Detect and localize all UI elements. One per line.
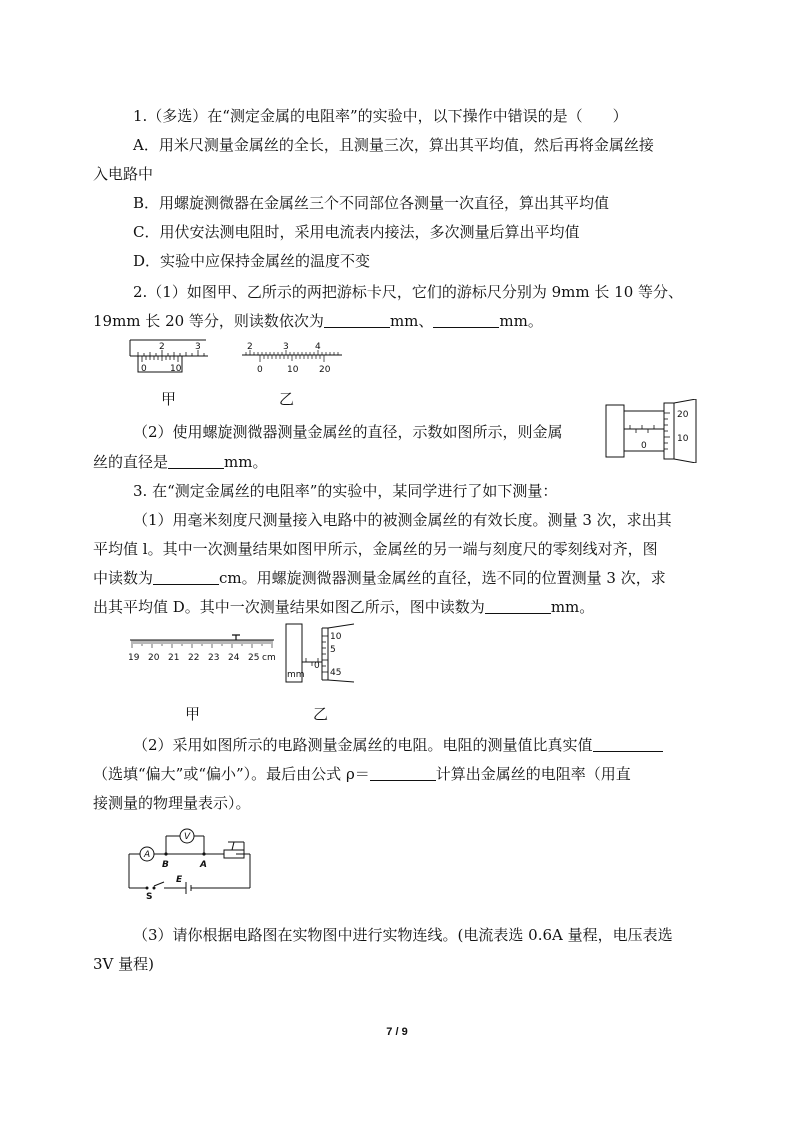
answer-blank-6[interactable] xyxy=(593,736,663,752)
answer-blank-2[interactable] xyxy=(433,312,499,328)
micrometer-yi-label: 10 xyxy=(330,632,342,642)
caliper-yi-main-label: 2 xyxy=(247,342,253,352)
q3-p1-text: 中读数为 xyxy=(93,569,154,587)
micrometer-q2-label: 20 xyxy=(677,410,689,420)
micrometer-yi-unit: mm xyxy=(287,670,305,680)
circuit-diagram xyxy=(124,822,256,900)
q3-p1-line3 xyxy=(93,568,666,588)
q2-part2-unit: mm。 xyxy=(224,453,268,471)
q3-stem: 3. 在“测定金属丝的电阻率”的实验中，某同学进行了如下测量： xyxy=(133,482,558,500)
micrometer-q2-label: 10 xyxy=(677,434,689,444)
caliper-yi-main-label: 4 xyxy=(315,342,321,352)
q3-p3-line2: 3V 量程) xyxy=(93,955,154,973)
answer-blank-5[interactable] xyxy=(485,598,551,614)
answer-blank-1[interactable] xyxy=(324,312,390,328)
ruler-label: 24 xyxy=(228,653,240,663)
battery-e-label: E xyxy=(176,875,183,885)
q1-option-b: B．用螺旋测微器在金属丝三个不同部位各测量一次直径，算出其平均值 xyxy=(133,194,610,212)
figure-caption-jia: 甲 xyxy=(161,390,177,408)
q1-option-a-line1: A．用米尺测量金属丝的全长，且测量三次，算出其平均值，然后再将金属丝接 xyxy=(133,136,654,154)
answer-blank-7[interactable] xyxy=(370,765,436,781)
node-b-label: B xyxy=(162,860,169,870)
caliper-yi-main-label: 3 xyxy=(283,342,289,352)
q1-stem: 1.（多选）在“测定金属的电阻率”的实验中，以下操作中错误的是（ ） xyxy=(133,107,628,125)
q3-p1-line2: 平均值 l。其中一次测量结果如图甲所示，金属丝的另一端与刻度尺的零刻线对齐，图 xyxy=(93,540,658,558)
caliper-jia-vernier-label: 0 xyxy=(141,364,147,374)
caliper-jia-vernier-label: 10 xyxy=(170,364,182,374)
q2-unit-1: mm、 xyxy=(389,312,434,330)
q3-p2-line1 xyxy=(133,735,663,755)
q1-option-d: D．实验中应保持金属丝的温度不变 xyxy=(133,252,371,270)
q3-p2-line2 xyxy=(93,764,631,784)
ruler-label: 23 xyxy=(208,653,220,663)
vernier-caliper-yi-figure xyxy=(240,340,346,376)
caliper-jia-main-label: 3 xyxy=(195,342,201,352)
ammeter-symbol: A xyxy=(144,850,151,860)
caliper-yi-vernier-label: 20 xyxy=(319,365,331,375)
q1-option-c: C．用伏安法测电阻时，采用电流表内接法，多次测量后算出平均值 xyxy=(133,223,580,241)
q2-line2 xyxy=(93,311,543,331)
ruler-label: 19 xyxy=(128,653,140,663)
node-a-label: A xyxy=(200,860,207,870)
ruler-unit-label: cm xyxy=(262,653,276,663)
q2-line1: 2.（1）如图甲、乙所示的两把游标卡尺，它们的游标尺分别为 9mm 长 10 等分、 xyxy=(133,283,684,301)
switch-s-label: S xyxy=(146,892,153,900)
q3-p3-line1: （3）请你根据电路图在实物图中进行实物连线。(电流表选 0.6A 量程，电压表选 xyxy=(133,926,673,944)
micrometer-yi-label: 5 xyxy=(330,645,336,655)
figure-caption-yi-2: 乙 xyxy=(313,705,329,723)
q3-p1-text: 出其平均值 D。其中一次测量结果如图乙所示，图中读数为 xyxy=(93,598,485,616)
ruler-figure-jia xyxy=(128,634,278,664)
ruler-label: 25 xyxy=(248,653,260,663)
q2-part2-text: 丝的直径是 xyxy=(93,453,169,471)
q3-p1-text: cm。用螺旋测微器测量金属丝的直径，选不同的位置测量 3 次，求 xyxy=(219,569,666,587)
micrometer-figure-yi xyxy=(284,622,356,684)
ruler-label: 20 xyxy=(148,653,160,663)
ruler-label: 21 xyxy=(168,653,180,663)
q2-part2-line1: （2）使用螺旋测微器测量金属丝的直径，示数如图所示，则金属 xyxy=(133,423,563,441)
q2-part2-line2 xyxy=(93,452,267,472)
q3-p2-text: （2）采用如图所示的电路测量金属丝的电阻。电阻的测量值比真实值 xyxy=(133,736,593,754)
q2-unit-2: mm。 xyxy=(499,312,543,330)
figure-caption-yi: 乙 xyxy=(279,390,295,408)
q3-p1-line1: （1）用毫米刻度尺测量接入电路中的被测金属丝的有效长度。测量 3 次，求出其 xyxy=(133,511,672,529)
q3-p1-line4 xyxy=(93,597,594,617)
page-number: 7 / 9 xyxy=(386,1026,408,1038)
micrometer-figure-q2 xyxy=(604,399,700,463)
caliper-jia-main-label: 2 xyxy=(159,342,165,352)
micrometer-q2-label: 0 xyxy=(641,441,647,451)
q3-p1-unit: mm。 xyxy=(550,598,595,616)
voltmeter-symbol: V xyxy=(184,832,191,842)
micrometer-yi-label: 45 xyxy=(330,668,342,678)
caliper-yi-vernier-label: 10 xyxy=(287,365,299,375)
q3-p2-text: （选填“偏大”或“偏小”）。最后由公式 ρ＝ xyxy=(93,765,370,783)
q1-option-a-line2: 入电路中 xyxy=(93,165,154,183)
ruler-label: 22 xyxy=(188,653,200,663)
micrometer-yi-label: 0 xyxy=(314,661,320,671)
q3-p2-text: 计算出金属丝的电阻率（用直 xyxy=(435,765,631,783)
figure-caption-jia-2: 甲 xyxy=(185,705,201,723)
vernier-caliper-jia-figure xyxy=(128,338,210,376)
answer-blank-4[interactable] xyxy=(153,569,219,585)
q3-p2-line3: 接测量的物理量表示）。 xyxy=(93,794,251,812)
q2-line2-text: 19mm 长 20 等分，则读数依次为 xyxy=(93,312,324,330)
answer-blank-3[interactable] xyxy=(168,453,224,469)
caliper-yi-vernier-label: 0 xyxy=(257,365,263,375)
